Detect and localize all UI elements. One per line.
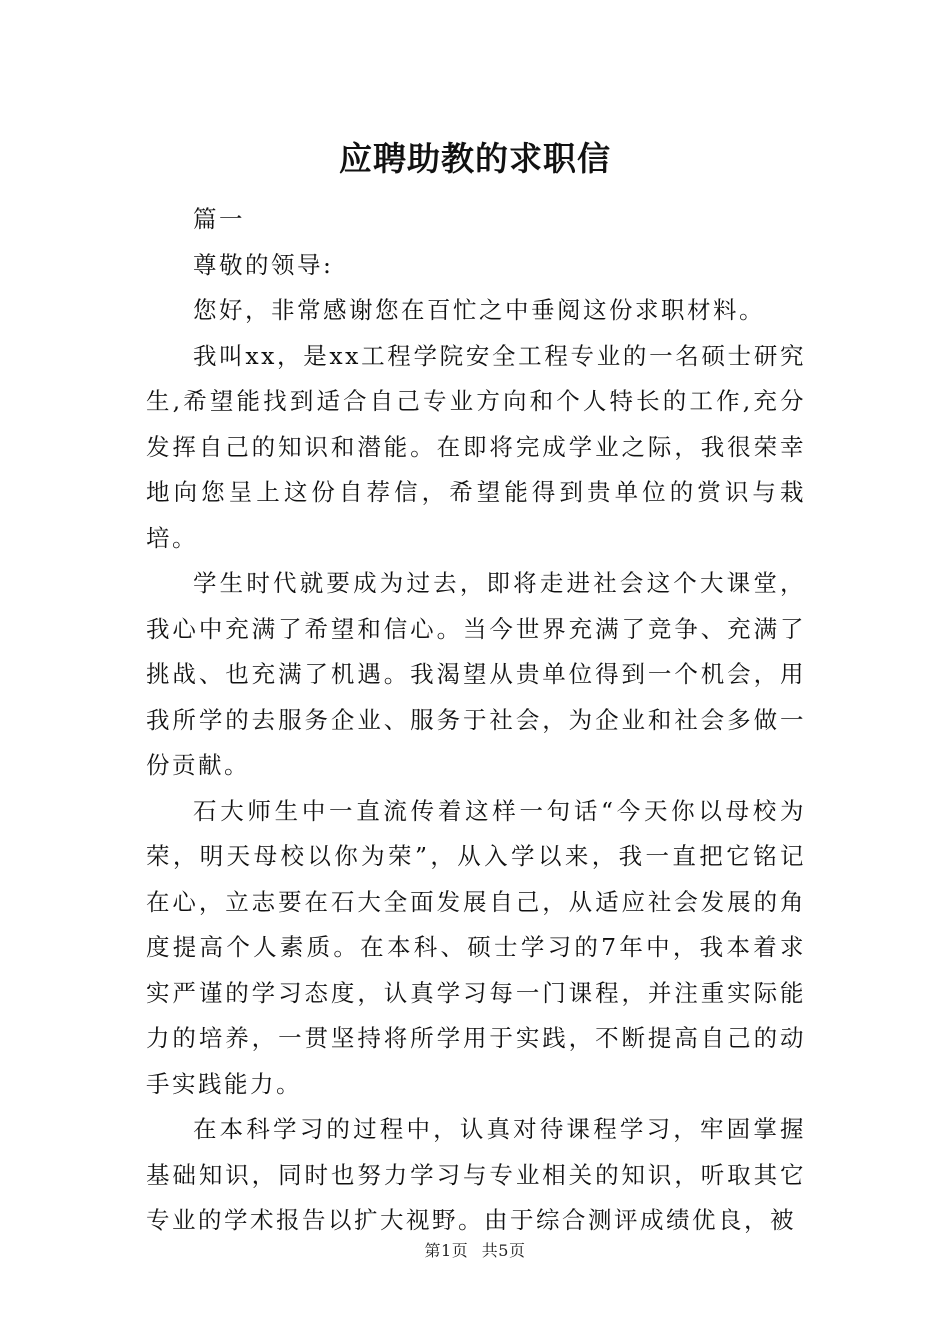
salutation: 尊敬的领导: bbox=[193, 250, 334, 279]
body-paragraph: 石大师生中一直流传着这样一句话“今天你以母校为荣，明天母校以你为荣”，从入学以来，我一直把它铭记在心，立志要在石大全面发展自己，从适应社会发展的角度提高个人素质。在本科、硕士学习的7年中，我本着求实严谨的学习态度，认真学习每一门课程，并注重实际能力的培养，一贯坚持将所学用于实践，不断提高自己的动手实践能力。 bbox=[146, 796, 806, 1098]
page-total: 共5页 bbox=[481, 1241, 526, 1260]
document-body bbox=[146, 197, 806, 1244]
page-footer bbox=[0, 1239, 950, 1263]
body-paragraph: 您好，非常感谢您在百忙之中垂阅这份求职材料。 bbox=[193, 296, 765, 324]
page-number: 第1页 bbox=[424, 1241, 469, 1260]
body-paragraph: 我叫xx，是xx工程学院安全工程专业的一名硕士研究生,希望能找到适合自己专业方向和个人特长的工作,充分发挥自己的知识和潜能。在即将完成学业之际，我很荣幸地向您呈上这份自荐信，希望能得到贵单位的赏识与栽培。 bbox=[146, 341, 806, 552]
document-title: 应聘助教的求职信 bbox=[339, 139, 611, 178]
body-paragraph: 在本科学习的过程中，认真对待课程学习，牢固掌握基础知识，同时也努力学习与专业相关的知识，听取其它专业的学术报告以扩大视野。由于综合测评成绩优良，被 bbox=[146, 1115, 806, 1234]
body-paragraph: 学生时代就要成为过去，即将走进社会这个大课堂，我心中充满了希望和信心。当今世界充满了竞争、充满了挑战、也充满了机遇。我渴望从贵单位得到一个机会，用我所学的去服务企业、服务于社会，为企业和社会多做一份贡献。 bbox=[146, 569, 806, 779]
section-heading: 篇一 bbox=[193, 205, 245, 233]
